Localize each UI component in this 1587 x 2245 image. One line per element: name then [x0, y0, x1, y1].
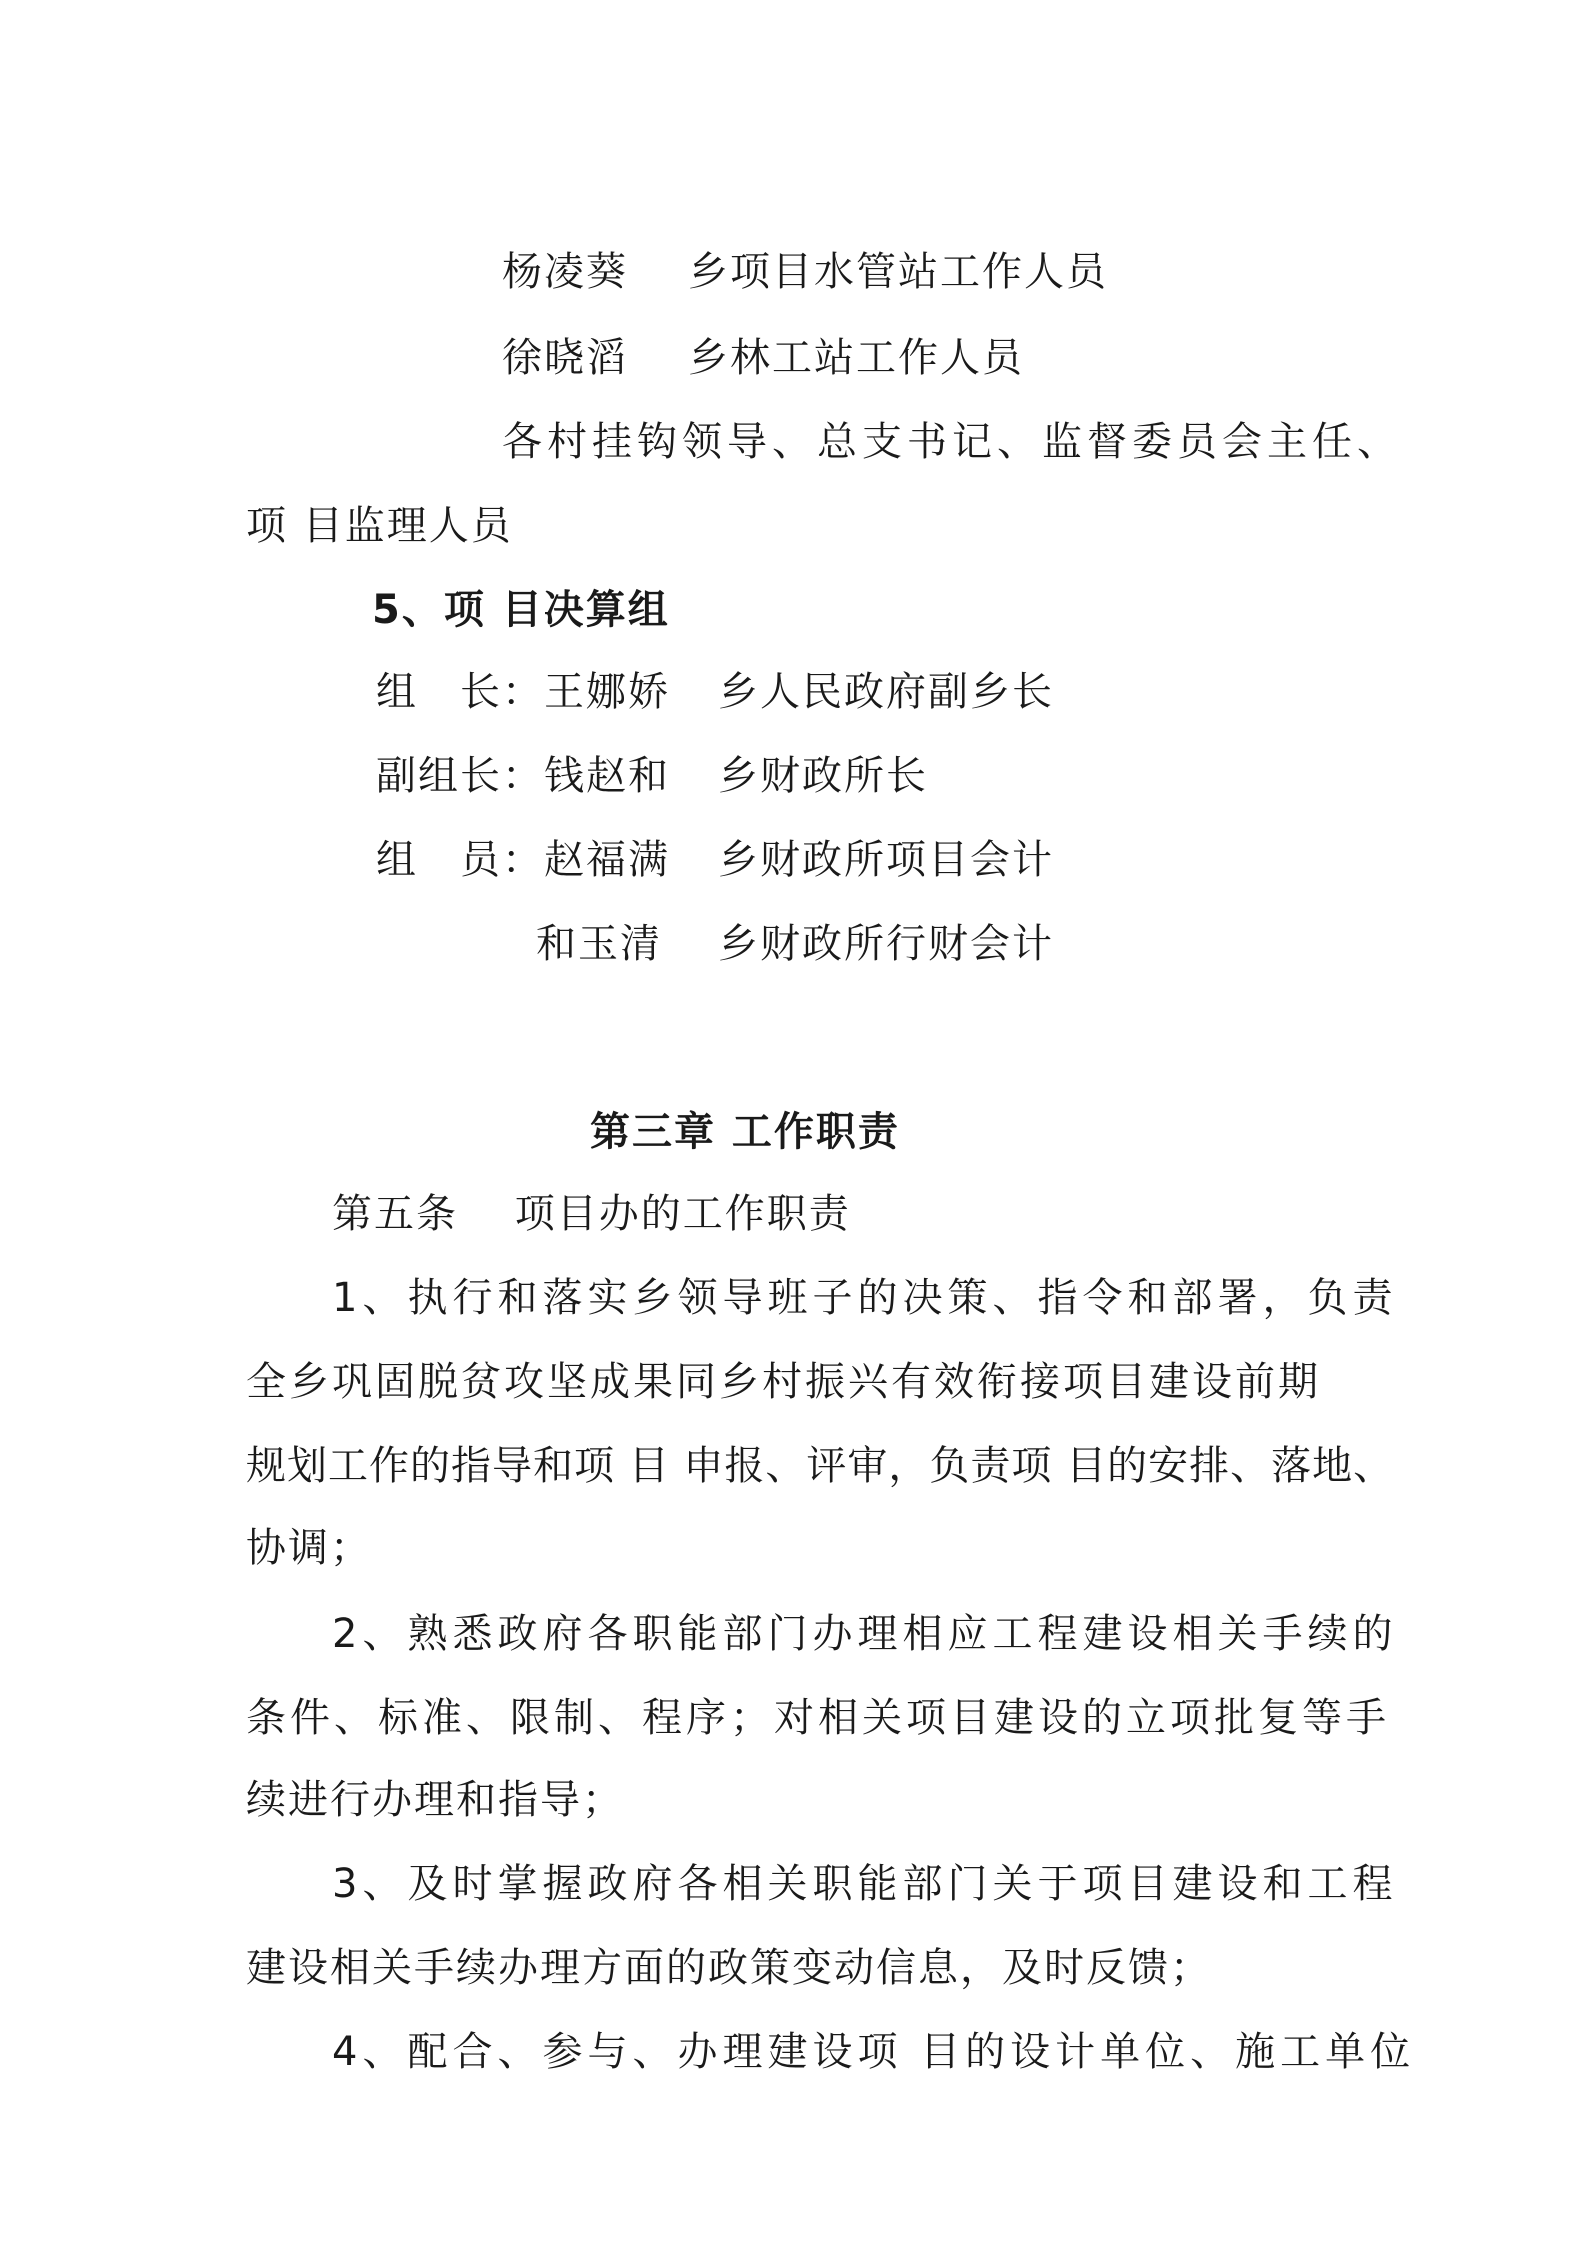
person-name: 王娜娇 — [544, 669, 670, 715]
paragraph-line: 协调； — [246, 1525, 372, 1571]
person-role: 乡财政所长 — [718, 753, 928, 799]
paragraph-line: 建设相关手续办理方面的政策变动信息，及时反馈； — [246, 1945, 1212, 1991]
paragraph-line: 4、配合、参与、办理建设项 目的设计单位、施工单位 — [332, 2029, 1416, 2075]
member-row — [502, 330, 1024, 386]
paragraph-line: 规划工作的指导和项 目 申报、评审，负责项 目的安排、落地、 — [246, 1443, 1395, 1489]
group-deputy-row — [376, 748, 928, 804]
person-name: 赵福满 — [544, 837, 670, 883]
member-name: 徐晓滔 — [502, 335, 628, 381]
group-member-row — [536, 916, 1054, 972]
role-label: 组 员： — [376, 837, 544, 883]
person-role: 乡财政所行财会计 — [718, 921, 1054, 967]
role-label: 副组长： — [376, 753, 544, 799]
paragraph-line: 2、熟悉政府各职能部门办理相应工程建设相关手续的 — [332, 1611, 1398, 1657]
group-leader-row — [376, 664, 1054, 720]
member-name: 杨凌葵 — [502, 249, 628, 295]
person-role: 乡财政所项目会计 — [718, 837, 1054, 883]
members-extra-line: 各村挂钩领导、总支书记、监督委员会主任、 — [502, 419, 1402, 465]
role-label: 组 长： — [376, 669, 544, 715]
members-extra-line: 项 目监理人员 — [246, 503, 513, 549]
person-name: 钱赵和 — [544, 753, 670, 799]
paragraph-line: 全乡巩固脱贫攻坚成果同乡村振兴有效衔接项目建设前期 — [246, 1359, 1321, 1405]
chapter-title: 第三章 工作职责 — [590, 1109, 900, 1155]
person-role: 乡人民政府副乡长 — [718, 669, 1054, 715]
member-role: 乡项目水管站工作人员 — [688, 249, 1108, 295]
paragraph-line: 3、及时掌握政府各相关职能部门关于项目建设和工程 — [332, 1861, 1398, 1907]
member-row — [502, 244, 1108, 300]
paragraph-line: 条件、标准、限制、程序；对相关项目建设的立项批复等手 — [246, 1695, 1390, 1741]
member-role: 乡林工站工作人员 — [688, 335, 1024, 381]
person-name: 和玉清 — [536, 921, 662, 967]
group-member-row — [376, 832, 1054, 888]
paragraph-line: 1、执行和落实乡领导班子的决策、指令和部署，负责 — [332, 1275, 1398, 1321]
section-heading: 5、项 目决算组 — [372, 587, 670, 633]
article-title: 第五条 项目办的工作职责 — [332, 1191, 851, 1237]
paragraph-line: 续进行办理和指导； — [246, 1777, 624, 1823]
